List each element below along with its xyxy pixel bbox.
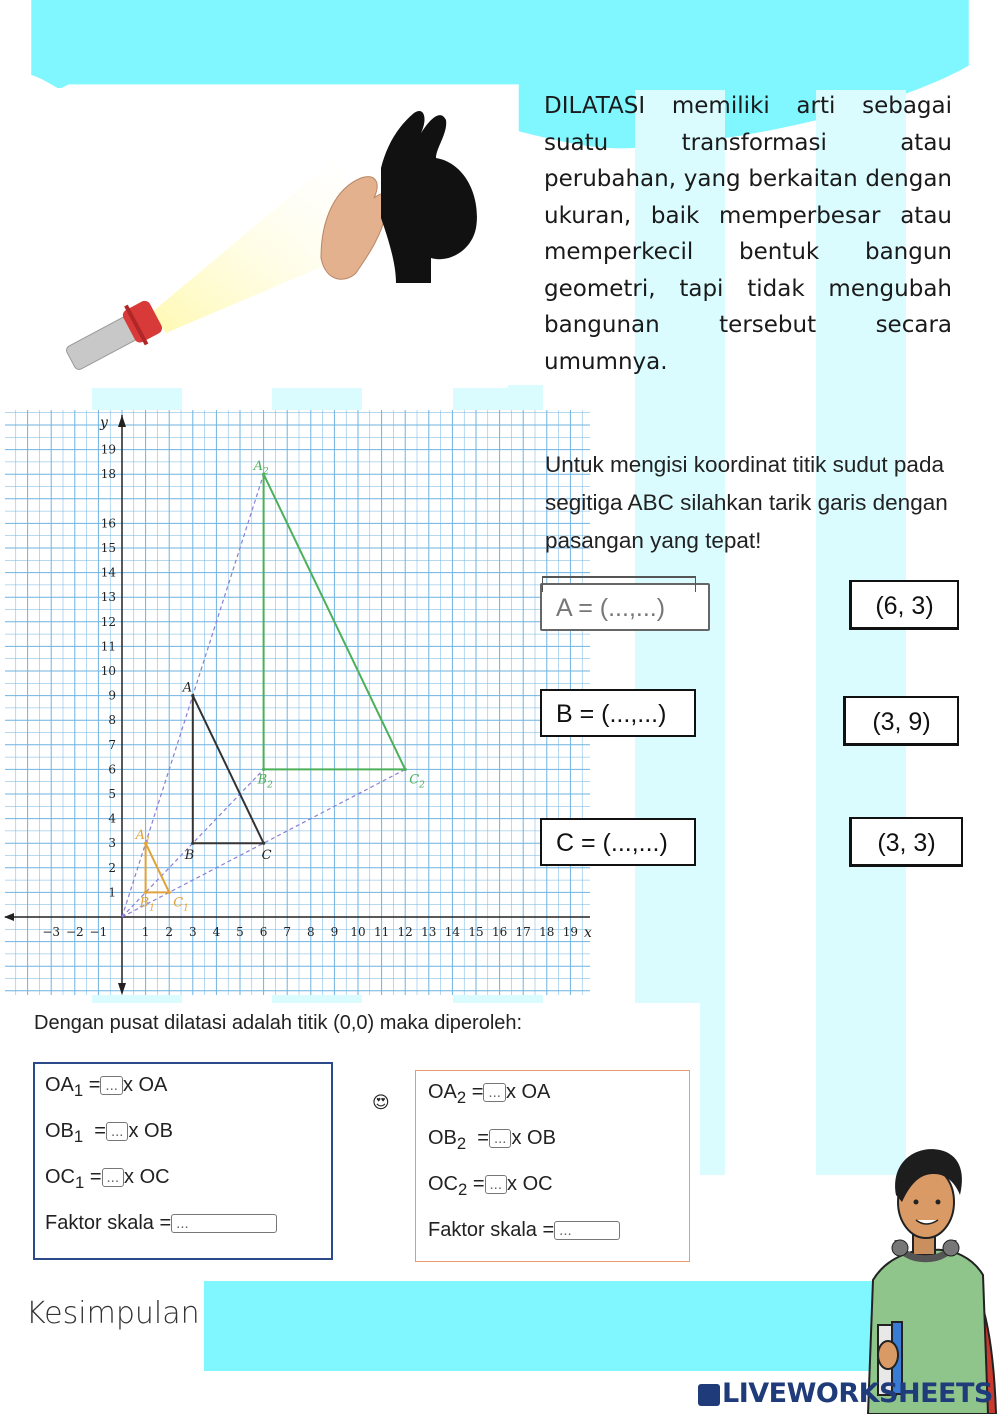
x-tick-label: 8 bbox=[306, 925, 315, 939]
vertex-label: B bbox=[184, 848, 195, 864]
x-tick-label: 2 bbox=[165, 925, 174, 939]
y-tick-label: 8 bbox=[108, 713, 116, 728]
y-tick-label: 3 bbox=[108, 836, 116, 851]
coordinate-grid bbox=[0, 405, 595, 1000]
vertex-point bbox=[262, 768, 265, 771]
x-tick-label: 7 bbox=[283, 925, 292, 939]
y-tick-label: 18 bbox=[100, 467, 116, 482]
box1-row-factor: Faktor skala = ... bbox=[45, 1212, 277, 1235]
box1-input-ob[interactable]: ... bbox=[106, 1122, 129, 1141]
y-tick-label: 14 bbox=[100, 565, 116, 580]
intro-text: DILATASI memiliki arti sebagai suatu transformasi atau perubahan, yang berkaitan dengan ukuran, baik memperbesar atau memperkecil bentuk bangun geometri, tapi tidak mengubah bangunan tersebut secara umumnya. bbox=[544, 93, 952, 375]
x-tick-label: 15 bbox=[468, 925, 484, 939]
x-tick-label: 12 bbox=[397, 925, 413, 939]
box2-input-oa[interactable]: ... bbox=[483, 1083, 506, 1102]
brand-text: LIVEWORKSHEETS bbox=[722, 1378, 993, 1409]
y-tick-label: 16 bbox=[100, 516, 116, 531]
box1-row-ob: $OB_1$ = ... x OB bbox=[45, 1120, 173, 1146]
match-left-a-shadow bbox=[542, 576, 696, 592]
vertex-point bbox=[404, 768, 407, 771]
match-left-a-label: A = (...,...) bbox=[556, 594, 666, 622]
flashlight-shadow-illustration bbox=[36, 88, 508, 388]
student-illustration bbox=[858, 1140, 1000, 1414]
match-option-3[interactable]: (3, 3) bbox=[849, 817, 963, 867]
x-tick-label: −3 bbox=[42, 925, 61, 939]
intro-photo bbox=[36, 88, 508, 388]
y-tick-label: 19 bbox=[100, 442, 116, 457]
box1-input-factor[interactable]: ... bbox=[171, 1214, 277, 1233]
vertex-point bbox=[144, 891, 147, 894]
x-tick-label: 13 bbox=[421, 925, 437, 939]
x-tick-label: 17 bbox=[515, 925, 531, 939]
grid-background bbox=[5, 410, 590, 995]
match-left-c[interactable] bbox=[540, 818, 696, 866]
match-left-c-label: C = (...,...) bbox=[556, 829, 668, 857]
box2-input-ob[interactable]: ... bbox=[489, 1129, 512, 1148]
match-option-2[interactable]: (3, 9) bbox=[843, 696, 959, 746]
x-tick-label: −1 bbox=[89, 925, 108, 939]
x-tick-label: 14 bbox=[444, 925, 461, 939]
x-tick-label: 6 bbox=[259, 925, 268, 939]
y-tick-label: 10 bbox=[100, 664, 116, 678]
x-tick-label: 3 bbox=[188, 925, 197, 939]
y-tick-label: 6 bbox=[108, 762, 116, 777]
vertex-point bbox=[191, 842, 194, 845]
x-tick-label: 18 bbox=[539, 925, 555, 939]
x-tick-label: 4 bbox=[212, 925, 221, 939]
vertex-label: C bbox=[261, 848, 272, 864]
box1-row-oc: $OC_1$ = ... x OC bbox=[45, 1166, 170, 1192]
y-axis-label: y bbox=[100, 415, 108, 431]
vertex-label: $C_2$ bbox=[409, 772, 425, 791]
match-left-b[interactable] bbox=[540, 689, 696, 737]
vertex-label: $C_1$ bbox=[173, 895, 189, 914]
brand-mark-icon bbox=[698, 1384, 720, 1406]
box1-input-oa[interactable]: ... bbox=[100, 1076, 123, 1095]
x-tick-label: 10 bbox=[350, 925, 366, 939]
y-tick-label: 13 bbox=[100, 590, 116, 605]
x-tick-label: 1 bbox=[141, 925, 150, 939]
x-tick-label: 16 bbox=[491, 925, 508, 939]
conclusion-label: Kesimpulan bbox=[26, 1296, 200, 1331]
box2-row-ob: $OB_2$ = ... x OB bbox=[428, 1127, 556, 1153]
vertex-label: $A_2$ bbox=[253, 459, 269, 478]
x-tick-label: 5 bbox=[236, 925, 244, 939]
conclusion-input[interactable] bbox=[204, 1281, 880, 1371]
y-tick-label: 5 bbox=[108, 787, 116, 801]
match-option-1[interactable]: (6, 3) bbox=[849, 580, 959, 630]
vertex-label: $A_1$ bbox=[135, 828, 151, 847]
x-tick-label: 9 bbox=[330, 925, 339, 939]
dilation-heading: Dengan pusat dilatasi adalah titik (0,0) maka diperoleh: bbox=[34, 1012, 523, 1034]
y-tick-label: 12 bbox=[100, 614, 116, 629]
x-tick-label: −2 bbox=[65, 925, 84, 939]
y-tick-label: 7 bbox=[108, 737, 116, 752]
vertex-label: $B_2$ bbox=[257, 772, 273, 791]
y-tick-label: 1 bbox=[108, 885, 116, 900]
box2-row-oa: $OA_2$ = ... x OA bbox=[428, 1081, 551, 1107]
box2-row-factor: Faktor skala = ... bbox=[428, 1219, 620, 1242]
brand-logo bbox=[698, 1378, 993, 1409]
vertex-label: $B_1$ bbox=[139, 895, 155, 914]
y-tick-label: 4 bbox=[108, 811, 116, 826]
match-left-b-label: B = (...,...) bbox=[556, 700, 667, 728]
x-axis-label: x bbox=[584, 925, 592, 941]
box2-input-oc[interactable]: ... bbox=[485, 1175, 508, 1194]
x-tick-label: 19 bbox=[562, 925, 579, 939]
y-tick-label: 9 bbox=[108, 688, 116, 703]
vertex-label: A bbox=[182, 680, 193, 696]
box2-input-factor[interactable]: ... bbox=[554, 1221, 620, 1240]
x-tick-label: 11 bbox=[373, 925, 390, 939]
box1-input-oc[interactable]: ... bbox=[102, 1168, 125, 1187]
matching-instruction: Untuk mengisi koordinat titik sudut pada segitiga ABC silahkan tarik garis dengan pasangan yang tepat! bbox=[545, 452, 948, 553]
box2-row-oc: $OC_2$ = ... x OC bbox=[428, 1173, 553, 1199]
box1-row-oa: $OA_1$ = ... x OA bbox=[45, 1074, 168, 1100]
y-tick-label: 11 bbox=[100, 639, 116, 654]
y-tick-label: 2 bbox=[108, 860, 116, 875]
y-tick-label: 15 bbox=[100, 541, 116, 555]
heart-eyes-emoji: 😍 bbox=[372, 1093, 390, 1113]
vertex-point bbox=[168, 891, 171, 894]
vertex-point bbox=[262, 842, 265, 845]
